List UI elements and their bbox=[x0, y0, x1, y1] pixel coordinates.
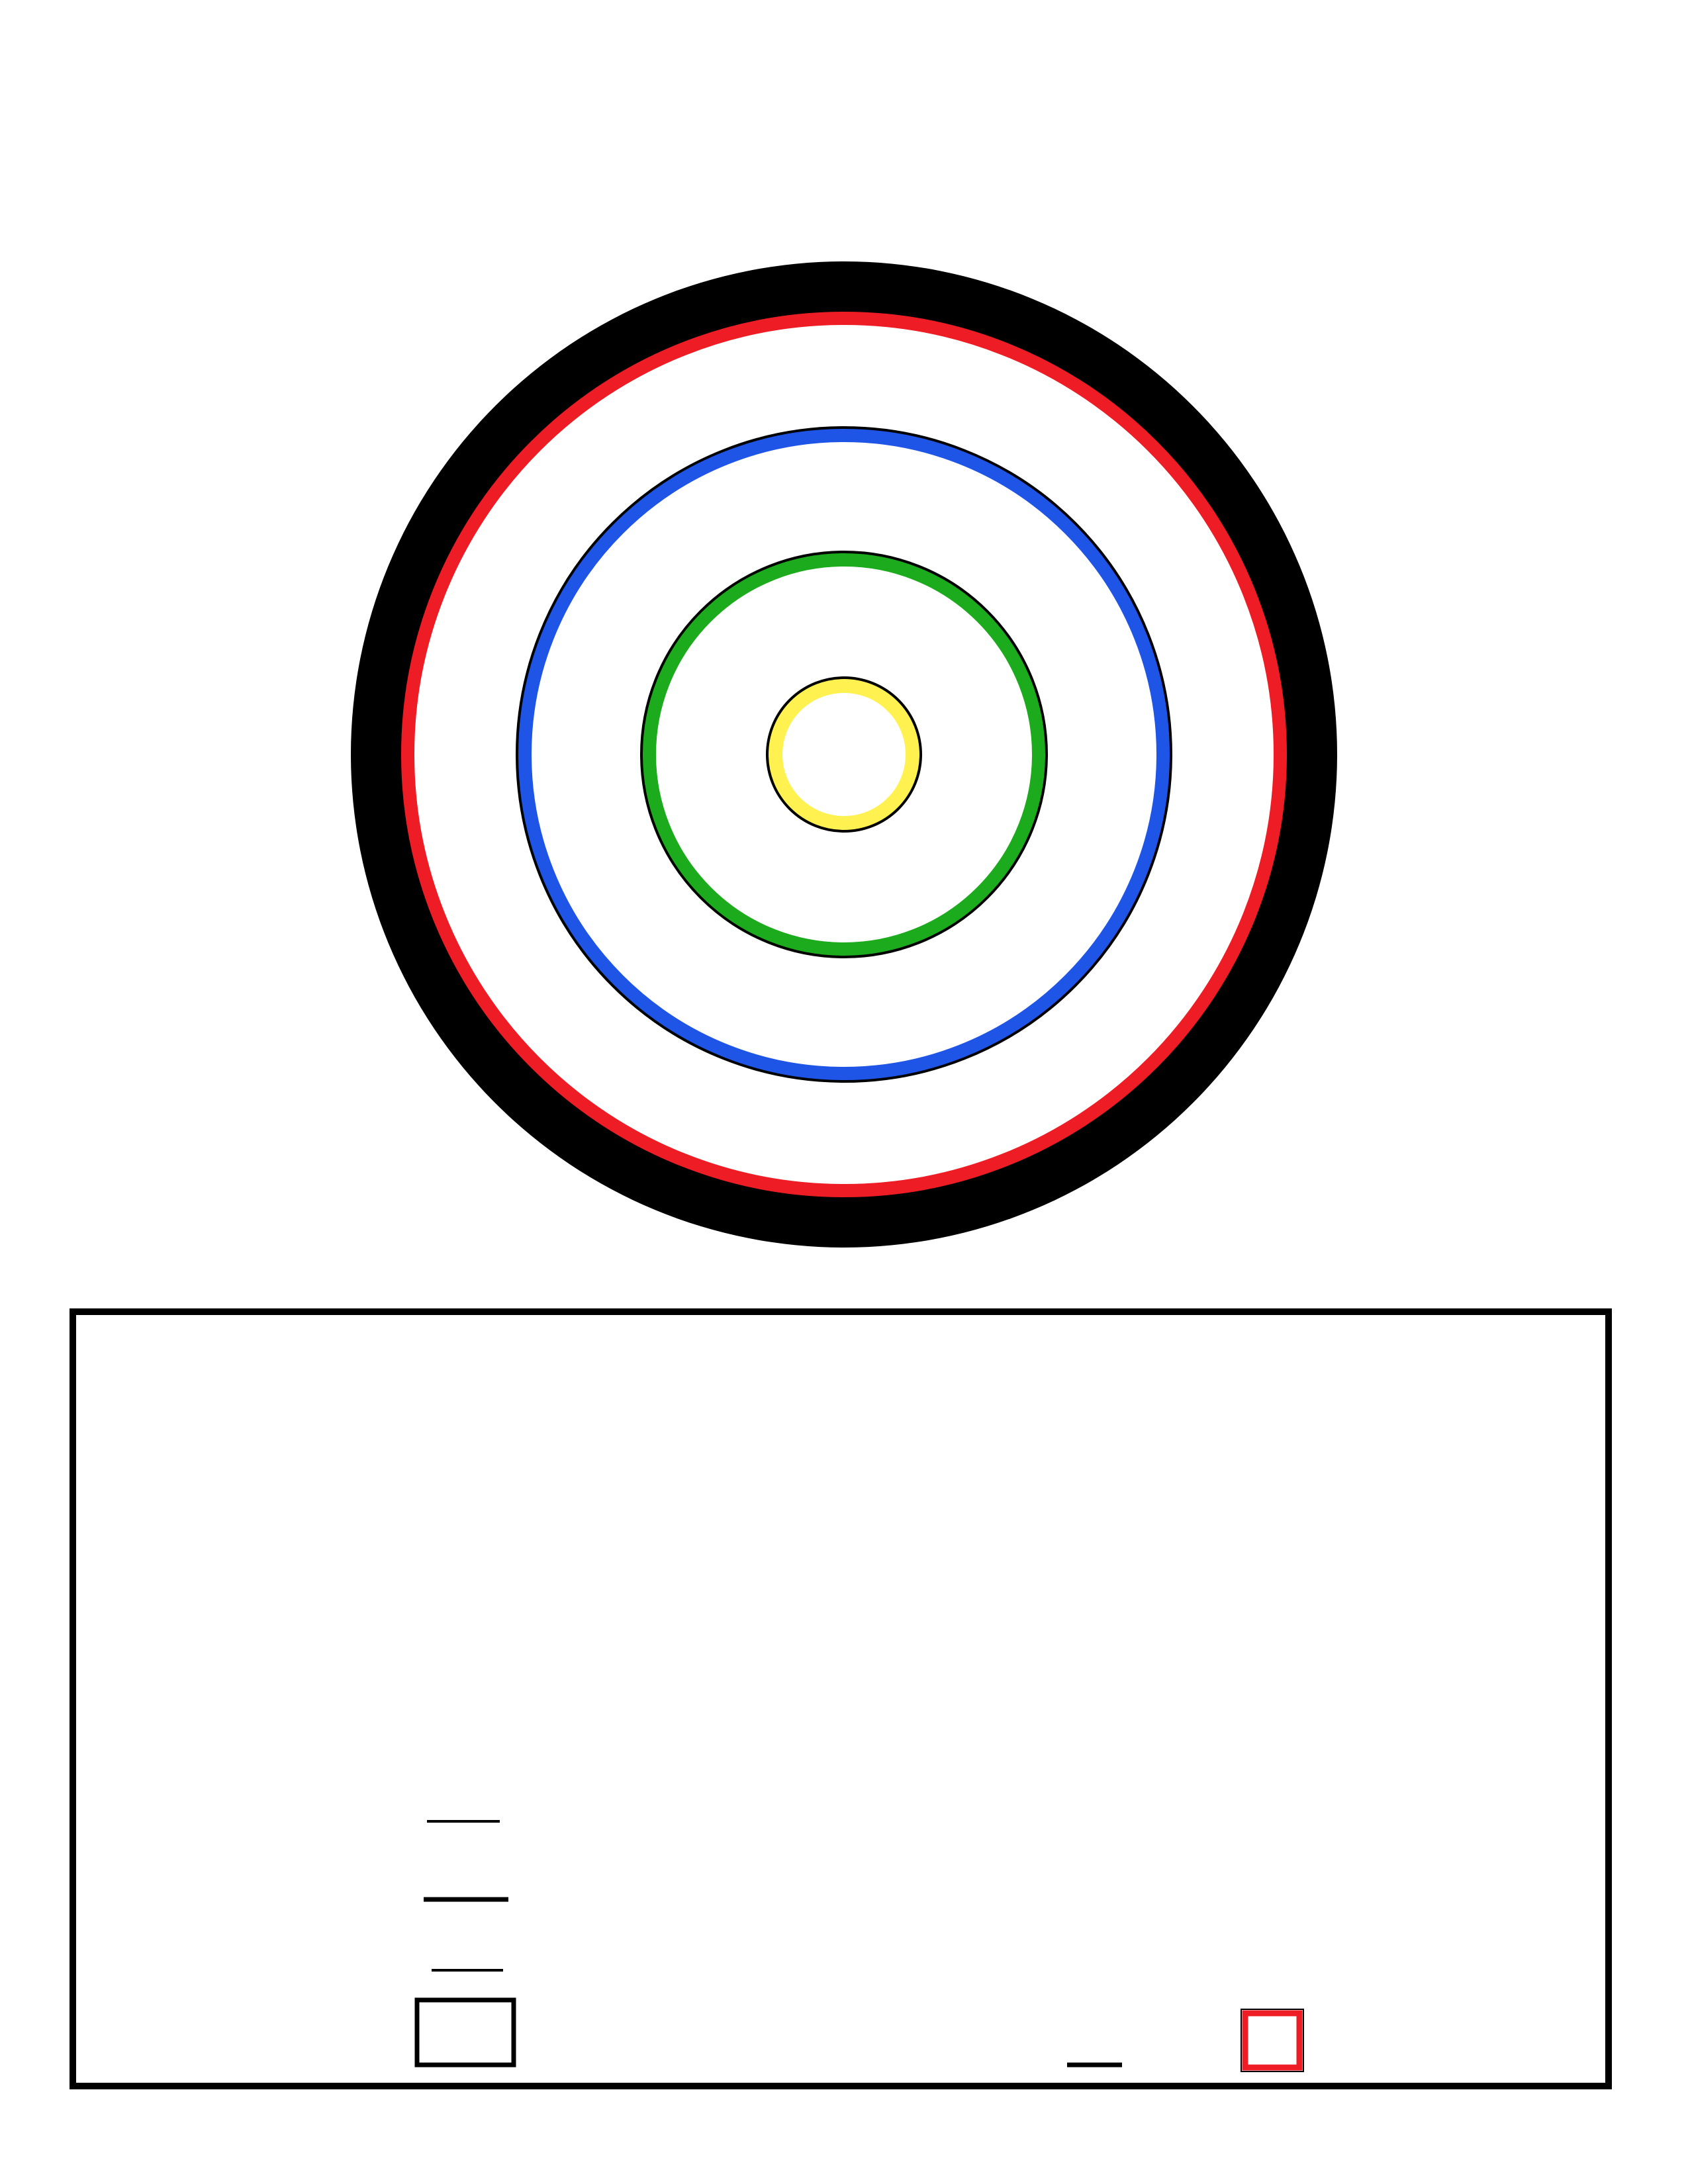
game-board bbox=[351, 261, 1337, 1248]
total-points-box[interactable] bbox=[417, 2000, 514, 2065]
combo-penalty-box[interactable] bbox=[1245, 2013, 1299, 2068]
center-circle[interactable] bbox=[775, 686, 913, 823]
scoresheet-frame bbox=[73, 1312, 1609, 2086]
